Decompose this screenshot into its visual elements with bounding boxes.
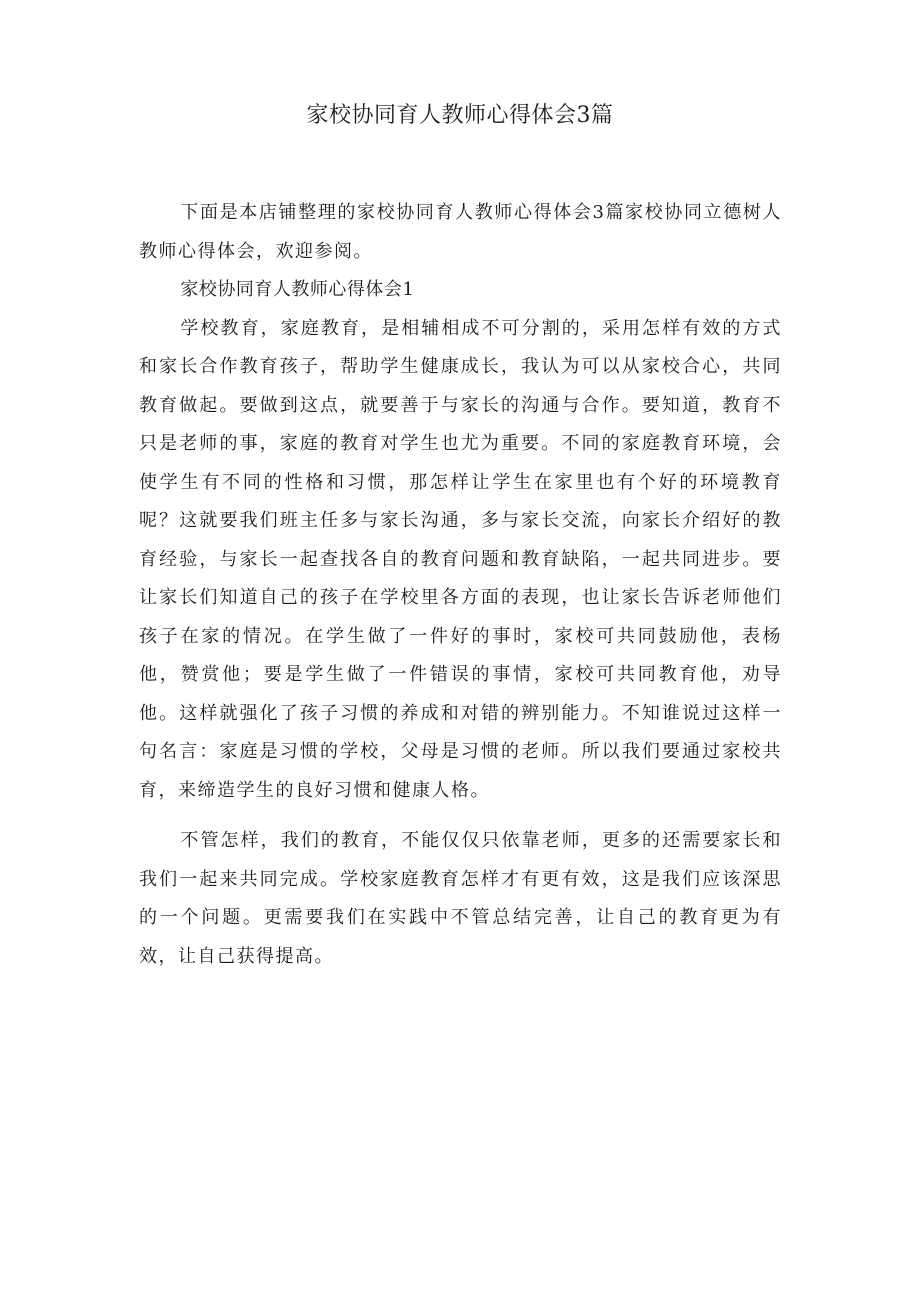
intro-paragraph: 下面是本店铺整理的家校协同育人教师心得体会3篇家校协同立德树人教师心得体会，欢迎参阅。 [139,202,782,262]
document-body [139,194,782,976]
section-heading: 家校协同育人教师心得体会1 [180,279,415,300]
document-title: 家校协同育人教师心得体会3篇 [306,103,614,128]
body-paragraph: 学校教育，家庭教育，是相辅相成不可分割的，采用怎样有效的方式和家长合作教育孩子，帮助学生健康成长，我认为可以从家校合心，共同教育做起。要做到这点，就要善于与家长的沟通与合作。要知道，教育不只是老师的事，家庭的教育对学生也尤为重要。不同的家庭教育环境，会使学生有不同的性格和习惯，那怎样让学生在家里也有个好的环境教育呢？这就要我们班主任多与家长沟通，多与家长交流，向家长介绍好的教育经验，与家长一起查找各自的教育问题和教育缺陷，一起共同进步。要让家长们知道自己的孩子在学校里各方面的表现，也让家长告诉老师他们孩子在家的情况。在学生做了一件好的事时，家校可共同鼓励他，表杨他，赞赏他；要是学生做了一件错误的事情，家校可共同教育他，劝导他。这样就强化了孩子习惯的养成和对错的辨别能力。不知谁说过这样一句名言：家庭是习惯的学校，父母是习惯的老师。所以我们要通过家校共育，来缔造学生的良好习惯和健康人格。 [139,317,782,801]
body-paragraph: 不管怎样，我们的教育，不能仅仅只依靠老师，更多的还需要家长和我们一起来共同完成。学校家庭教育怎样才有更有效，这是我们应该深思的一个问题。更需要我们在实践中不管总结完善，让自己的教育更为有效，让自己获得提高。 [139,830,782,967]
